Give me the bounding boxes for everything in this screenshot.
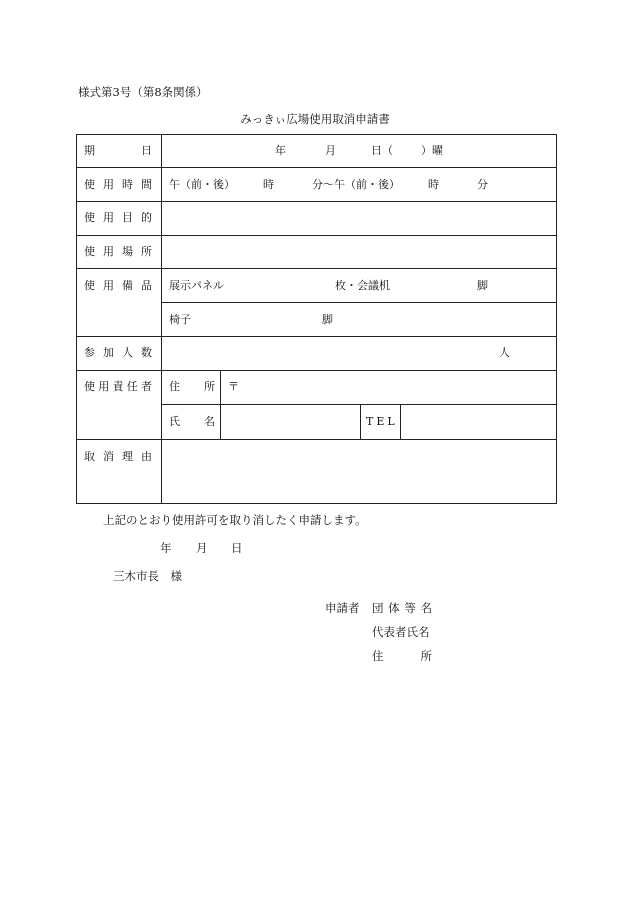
applicant-label: 申請者 xyxy=(325,601,360,615)
time-ampm-start: 午（前・後） xyxy=(169,178,235,191)
attendees-unit: 人 xyxy=(499,346,510,359)
row-divider xyxy=(76,336,557,337)
reason-label: 取 消 理 由 xyxy=(84,450,152,463)
attendees-label: 参 加 人 数 xyxy=(84,346,152,359)
row-divider xyxy=(76,268,557,269)
date-month-label: 月 xyxy=(325,144,336,157)
date-year-label: 年 xyxy=(275,144,286,157)
responsible-label: 使 用 責 任 者 xyxy=(84,380,152,393)
name-label: 氏 名 xyxy=(169,415,215,428)
time-hour-end: 時 xyxy=(428,178,439,191)
equipment-label: 使 用 備 品 xyxy=(84,279,152,292)
date-label-char-1: 期 xyxy=(84,144,95,157)
date-weekday-label: ）曜 xyxy=(421,144,443,157)
applicant-address: 住 所 xyxy=(372,649,432,663)
applicant-rep-name: 代表者氏名 xyxy=(372,625,430,639)
purpose-label: 使 用 目 的 xyxy=(84,211,152,224)
tel-value-divider xyxy=(400,404,401,439)
addressee: 三木市長 様 xyxy=(113,569,182,583)
name-tel-divider xyxy=(360,404,361,439)
table-border-left xyxy=(76,134,77,504)
time-label: 使 用 時 間 xyxy=(84,178,152,191)
date-day-label: 日（ xyxy=(371,144,393,157)
statement-text: 上記のとおり使用許可を取り消したく申請します。 xyxy=(103,513,367,527)
table-border-bottom xyxy=(76,503,557,504)
equipment-leg-2: 脚 xyxy=(322,313,333,326)
equipment-chair: 椅子 xyxy=(169,313,191,326)
table-border-top xyxy=(76,134,557,135)
address-label: 住 所 xyxy=(169,380,215,393)
row-divider xyxy=(76,370,557,371)
time-hour-start: 時 xyxy=(263,178,274,191)
form-number: 様式第3号（第8条関係） xyxy=(78,85,208,99)
postal-mark: 〒 xyxy=(228,380,239,393)
row-divider xyxy=(76,201,557,202)
responsible-sub-label-divider xyxy=(220,370,221,439)
place-label: 使 用 場 所 xyxy=(84,245,152,258)
date-line-year: 年 xyxy=(160,541,172,555)
equipment-panel: 展示パネル xyxy=(169,279,224,292)
row-divider xyxy=(76,167,557,168)
row-divider xyxy=(76,439,557,440)
tel-label: TEL xyxy=(366,415,398,428)
application-form-table xyxy=(76,134,557,504)
table-border-right xyxy=(556,134,557,504)
equipment-sub-divider xyxy=(161,302,557,303)
row-divider xyxy=(76,235,557,236)
applicant-org-name: 団 体 等 名 xyxy=(372,601,432,615)
date-label-char-2: 日 xyxy=(141,144,152,157)
time-minute-end: 分 xyxy=(477,178,488,191)
time-minute-to: 分～午（前・後） xyxy=(312,178,400,191)
date-line-day: 日 xyxy=(231,541,243,555)
date-line-month: 月 xyxy=(196,541,208,555)
date-label xyxy=(84,144,152,158)
equipment-sheets-desk: 枚・会議机 xyxy=(335,279,390,292)
label-column-divider xyxy=(161,134,162,504)
equipment-leg-1: 脚 xyxy=(477,279,488,292)
page-title: みっきぃ広場使用取消申請書 xyxy=(240,112,390,126)
